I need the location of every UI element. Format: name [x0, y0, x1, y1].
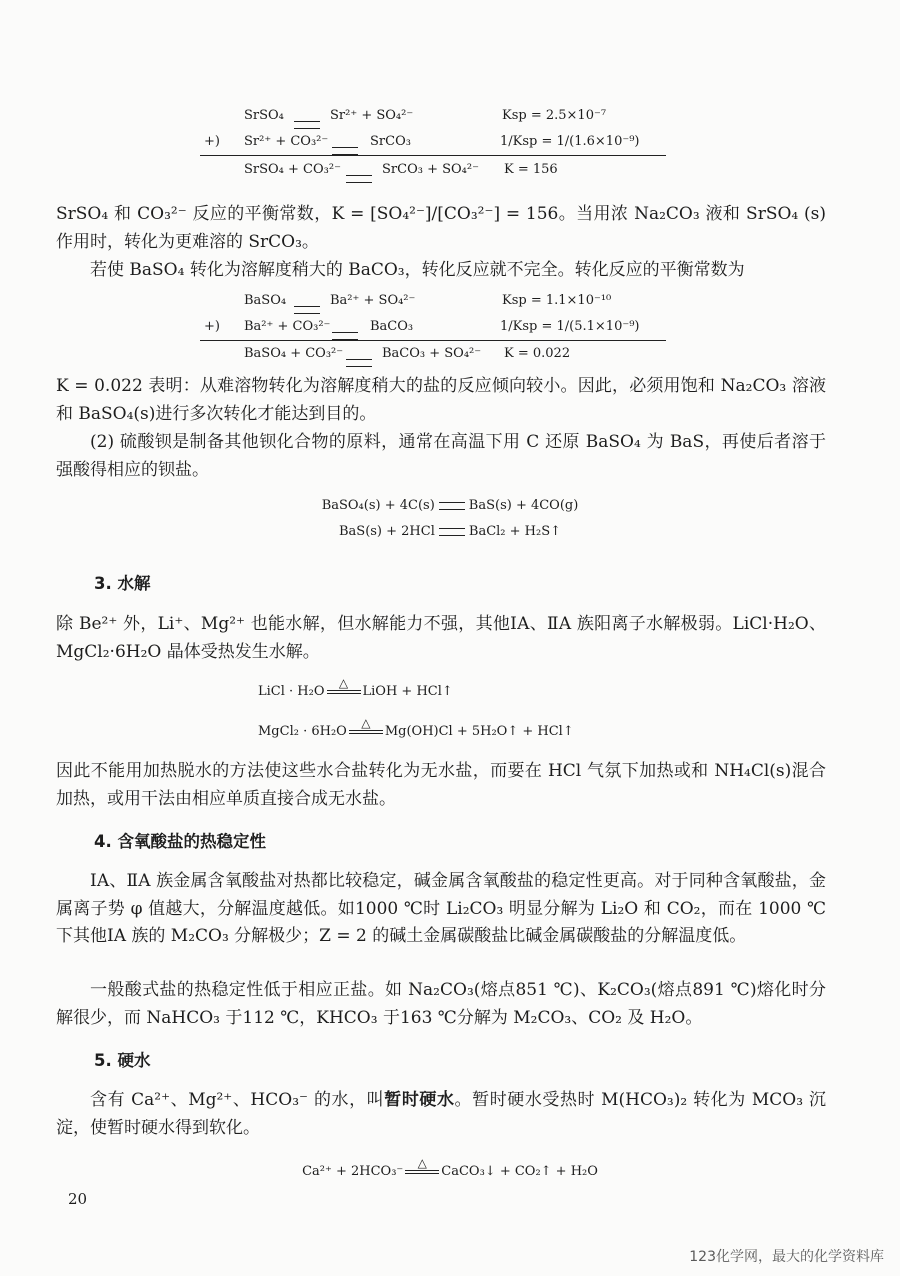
eq1-row2-rhs: SrCO₃ — [370, 134, 411, 149]
section-heading: 5. 硬水 — [94, 1051, 151, 1070]
paragraph — [56, 1087, 826, 1142]
heat-arrow: △ — [327, 685, 361, 699]
eq4-lhs: BaS(s) + 2HCl — [338, 524, 435, 539]
eq2-row3-rhs: BaCO₃ + SO₄²⁻ — [382, 346, 482, 361]
paragraph: 一般酸式盐的热稳定性低于相应正盐。如 Na₂CO₃(熔点851 ℃)、K₂CO₃(熔点891 ℃)熔化时分解很少，而 NaHCO₃ 于112 ℃，KHCO₃ 于163 ℃分解为 M₂CO₃、CO₂ 及 H₂O。 — [56, 980, 826, 1028]
equal-sign — [290, 114, 324, 133]
eq1-row2-lhs: Sr²⁺ + CO₃²⁻ — [244, 134, 329, 149]
sum-rule — [200, 155, 666, 156]
eq5-rhs: LiOH + HCl↑ — [362, 684, 453, 699]
section-heading: 3. 水解 — [94, 574, 151, 593]
equation — [0, 524, 900, 539]
heat-arrow: △ — [405, 1165, 439, 1179]
section-heading: 4. 含氧酸盐的热稳定性 — [94, 832, 266, 851]
eq3-lhs: BaSO₄(s) + 4C(s) — [321, 498, 435, 513]
eq1-row3-rhs: SrCO₃ + SO₄²⁻ — [382, 162, 479, 177]
eq2-row2-lhs: Ba²⁺ + CO₃²⁻ — [244, 319, 331, 334]
equal-sign — [328, 140, 362, 159]
paragraph: 若使 BaSO₄ 转化为溶解度稍大的 BaCO₃，转化反应就不完全。转化反应的平衡常数为 — [90, 260, 745, 280]
eq7-lhs: Ca²⁺ + 2HCO₃⁻ — [302, 1164, 404, 1179]
term-temporary-hard-water: 暂时硬水 — [384, 1090, 455, 1110]
equal-sign — [439, 528, 465, 536]
eq2-row3-lhs: BaSO₄ + CO₃²⁻ — [244, 346, 344, 361]
equation — [258, 675, 453, 699]
eq6-lhs: MgCl₂ · 6H₂O — [258, 724, 347, 739]
page-number: 20 — [68, 1190, 88, 1208]
eq1-row1-lhs: SrSO₄ — [244, 108, 284, 123]
eq6-rhs: Mg(OH)Cl + 5H₂O↑ + HCl↑ — [384, 724, 574, 739]
equal-sign — [290, 299, 324, 318]
eq2-row2-rhs: BaCO₃ — [370, 319, 414, 334]
eq3-rhs: BaS(s) + 4CO(g) — [468, 498, 579, 513]
para-text: 。暂时硬水受热时 M(HCO₃)₂ 转化为 MCO₃ 沉淀，使暂时硬水得到软化。 — [56, 1090, 826, 1138]
paragraph: 因此不能用加热脱水的方法使这些水合盐转化为无水盐，而要在 HCl 气氛下加热或和 NH₄Cl(s)混合加热，或用干法由相应单质直接合成无水盐。 — [56, 761, 826, 809]
equal-sign — [439, 502, 465, 510]
eq2-row1-k: Ksp = 1.1×10⁻¹⁰ — [502, 293, 612, 308]
eq2-row3-k: K = 0.022 — [504, 346, 571, 361]
eq1-row3-k: K = 156 — [504, 162, 558, 177]
equal-sign — [328, 325, 362, 344]
eq2-row2-prefix: +) — [204, 319, 220, 334]
paragraph: ⅠA、ⅡA 族金属含氧酸盐对热都比较稳定，碱金属含氧酸盐的稳定性更高。对于同种含氧酸盐，金属离子势 φ 值越大，分解温度越低。如1000 ℃时 Li₂CO₃ 明显分解为 Li₂O 和 CO₂，而在 1000 ℃下其他ⅠA 族的 M₂CO₃ 分解极少；Z = 2 的碱土金属碳酸盐比碱金属碳酸盐的分解温度低。 — [56, 871, 826, 946]
paragraph: 除 Be²⁺ 外，Li⁺、Mg²⁺ 也能水解，但水解能力不强，其他ⅠA、ⅡA 族阳离子水解极弱。LiCl·H₂O、MgCl₂·6H₂O 晶体受热发生水解。 — [56, 614, 826, 662]
eq2-row1-rhs: Ba²⁺ + SO₄²⁻ — [330, 293, 416, 308]
watermark: 123化学网，最大的化学资料库 — [689, 1249, 884, 1265]
sum-rule — [200, 340, 666, 341]
eq1-row2-prefix: +) — [204, 134, 220, 149]
eq1-row1-k: Ksp = 2.5×10⁻⁷ — [502, 108, 607, 123]
eq2-row1-lhs: BaSO₄ — [244, 293, 287, 308]
equation — [0, 498, 900, 513]
para-text: 含有 Ca²⁺、Mg²⁺、HCO₃⁻ 的水，叫 — [90, 1090, 385, 1110]
equal-sign — [342, 352, 376, 371]
equation — [258, 715, 574, 739]
paragraph: (2) 硫酸钡是制备其他钡化合物的原料，通常在高温下用 C 还原 BaSO₄ 为 BaS，再使后者溶于强酸得相应的钡盐。 — [56, 432, 826, 480]
eq5-lhs: LiCl · H₂O — [258, 684, 325, 699]
eq4-rhs: BaCl₂ + H₂S↑ — [468, 524, 562, 539]
equal-sign — [342, 168, 376, 187]
equation — [0, 1155, 900, 1179]
paragraph: K = 0.022 表明：从难溶物转化为溶解度稍大的盐的反应倾向较小。因此，必须用饱和 Na₂CO₃ 溶液和 BaSO₄(s)进行多次转化才能达到目的。 — [56, 376, 826, 424]
eq1-row2-k: 1/Ksp = 1/(1.6×10⁻⁹) — [500, 134, 640, 149]
eq1-row1-rhs: Sr²⁺ + SO₄²⁻ — [330, 108, 414, 123]
paragraph: SrSO₄ 和 CO₃²⁻ 反应的平衡常数，K = [SO₄²⁻]/[CO₃²⁻] = 156。当用浓 Na₂CO₃ 液和 SrSO₄ (s)作用时，转化为更难溶的 SrCO₃。 — [56, 204, 826, 252]
eq1-row3-lhs: SrSO₄ + CO₃²⁻ — [244, 162, 341, 177]
heat-arrow: △ — [349, 725, 383, 739]
eq7-rhs: CaCO₃↓ + CO₂↑ + H₂O — [441, 1164, 598, 1179]
eq2-row2-k: 1/Ksp = 1/(5.1×10⁻⁹) — [500, 319, 640, 334]
